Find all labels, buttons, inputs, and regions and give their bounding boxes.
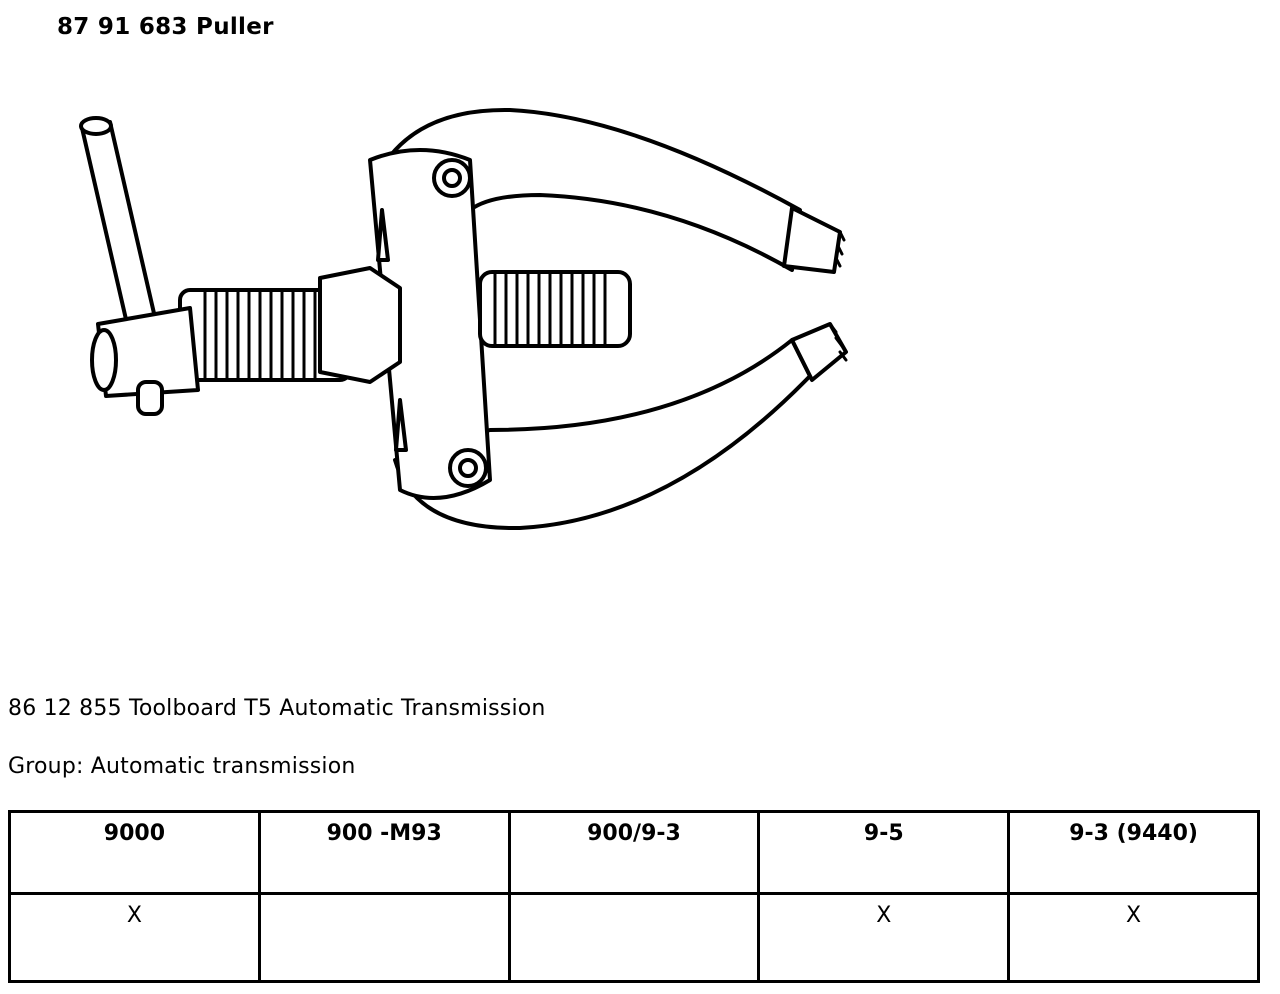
cell-9000: X bbox=[10, 894, 260, 982]
column-header-9000: 9000 bbox=[10, 812, 260, 894]
column-header-9-3-9440: 9-3 (9440) bbox=[1009, 812, 1259, 894]
table-row bbox=[10, 894, 1259, 982]
column-header-9-5: 9-5 bbox=[759, 812, 1009, 894]
cell-9-3-9440: X bbox=[1009, 894, 1259, 982]
group-label: Group: Automatic transmission bbox=[8, 754, 356, 779]
table-header-row bbox=[10, 812, 1259, 894]
cell-9-5: X bbox=[759, 894, 1009, 982]
column-header-900-m93: 900 -M93 bbox=[259, 812, 509, 894]
model-compatibility-table bbox=[8, 810, 1260, 983]
page-title: 87 91 683 Puller bbox=[57, 14, 274, 40]
cell-900-9-3 bbox=[509, 894, 759, 982]
column-header-900-9-3: 900/9-3 bbox=[509, 812, 759, 894]
toolboard-label: 86 12 855 Toolboard T5 Automatic Transmission bbox=[8, 696, 546, 721]
gear-puller-icon bbox=[70, 100, 870, 540]
cell-900-m93 bbox=[259, 894, 509, 982]
